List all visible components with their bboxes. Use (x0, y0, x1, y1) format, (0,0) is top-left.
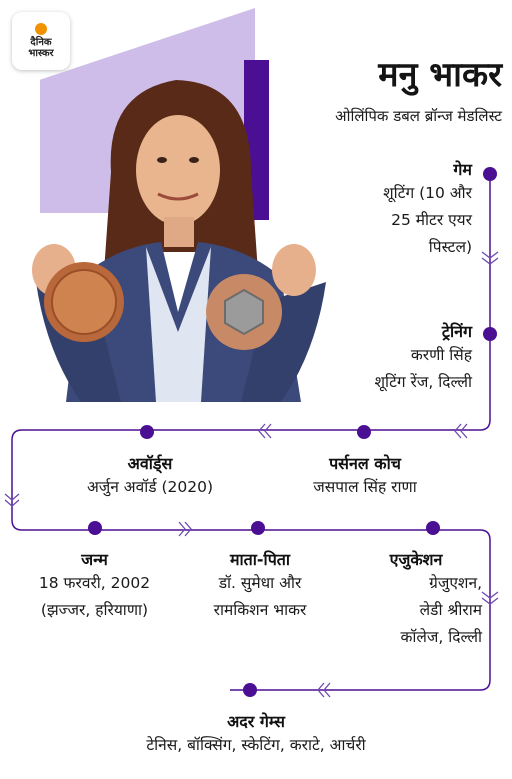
education-label: एजुकेशन (389, 550, 443, 569)
training-value-line-1: करणी सिंह (410, 346, 472, 364)
page-title: मनु भाकर (378, 55, 502, 95)
brand-line-2: भास्कर (28, 48, 54, 59)
coach-value: जसपाल सिंह राणा (313, 478, 417, 496)
other-games-section (40, 710, 472, 759)
game-value-line-2: 25 मीटर एयर (391, 211, 472, 229)
birth-value-line-1: 18 फरवरी, 2002 (38, 574, 151, 592)
parents-section (185, 548, 335, 624)
other-games-label: अदर गेम्स (227, 712, 285, 731)
parents-value-line-2: रामकिशन भाकर (213, 601, 307, 619)
awards-label: अवॉर्ड्स (127, 454, 173, 473)
game-section (290, 158, 472, 261)
other-games-value: टेनिस, बॉक्सिंग, स्केटिंग, कराटे, आर्चरी (146, 736, 366, 754)
education-value-line-1: ग्रेजुएशन, (429, 574, 482, 592)
page-subtitle: ओलिंपिक डबल ब्रॉन्ज मेडलिस्ट (335, 107, 502, 125)
education-section (350, 548, 482, 651)
birth-value-line-2: (झज्जर, हरियाणा) (40, 601, 149, 619)
game-label: गेम (453, 160, 472, 179)
birth-section (12, 548, 177, 624)
game-value-line-1: शूटिंग (10 और (383, 184, 472, 202)
education-value-line-2: लेडी श्रीराम (419, 601, 482, 619)
coach-label: पर्सनल कोच (329, 454, 401, 473)
parents-label: माता-पिता (229, 550, 291, 569)
game-value-line-3: पिस्टल) (428, 238, 472, 256)
training-label: ट्रेनिंग (441, 322, 472, 341)
birth-label: जन्म (81, 550, 108, 569)
coach-section (280, 452, 450, 501)
training-section (300, 320, 472, 396)
brand-line-1: दैनिक (30, 37, 52, 48)
education-value-line-3: कॉलेज, दिल्ली (400, 628, 482, 646)
training-value-line-2: शूटिंग रेंज, दिल्ली (374, 373, 472, 391)
awards-section (50, 452, 250, 501)
awards-value: अर्जुन अवॉर्ड (2020) (86, 478, 214, 496)
parents-value-line-1: डॉ. सुमेधा और (218, 574, 302, 592)
